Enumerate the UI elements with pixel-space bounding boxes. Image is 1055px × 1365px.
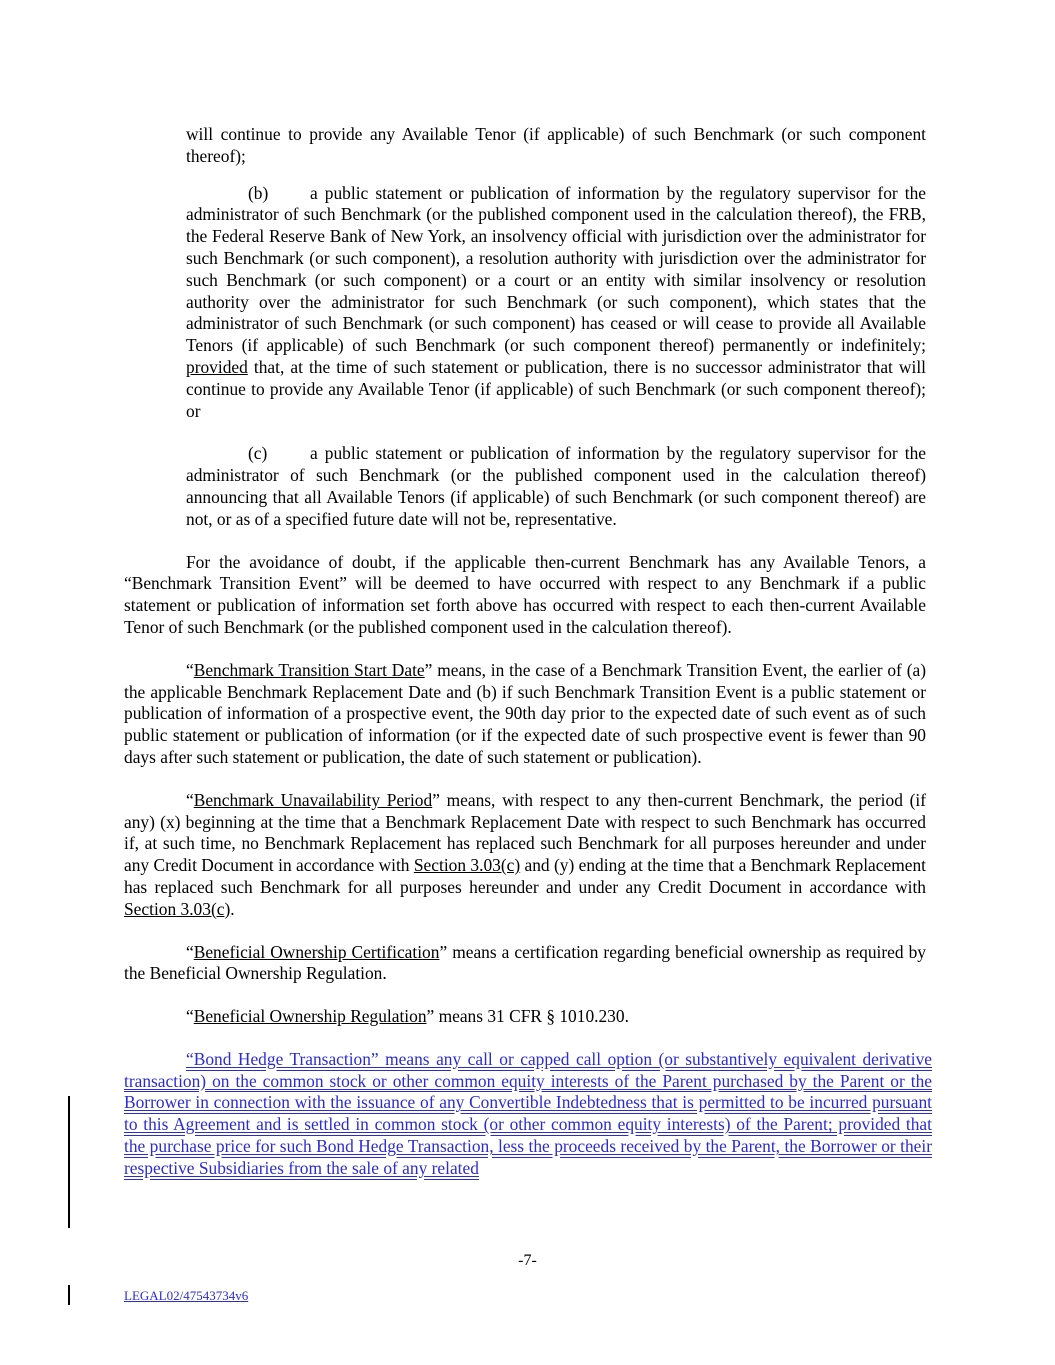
- definition-transition-start-date: [124, 660, 926, 769]
- defined-term: Beneficial Ownership Regulation: [193, 1006, 427, 1027]
- clause-c-text: a public statement or publication of information by the regulatory supervisor for the administrator of such Benchmark (or the published component used in the calculation thereof) announcing that all Available Tenors (if applicable) of such Benchmark (or such component thereof) are not, or as of a specified future date will not be, representative.: [186, 443, 926, 529]
- definition-text: ” means, in the case of a Benchmark Transition Event, the earlier of (a) the applicable Benchmark Replacement Date and (b) if such Benchmark Transition Event is a public statement or publication of information of a prospective event, the 90th day prior to the expected date of such event as of such public statement or publication of information (or if the expected date of such prospective event is fewer than 90 days after such statement or publication, the date of such statement or publication).: [124, 659, 926, 767]
- change-bar: [68, 1096, 70, 1228]
- definition-bond-hedge-inserted: “Bond Hedge Transaction” means any call or capped call option (or substantively equivalent derivative transaction) on the common stock or other common equity interests of the Parent purchased by the Parent or the Borrower in connection with the issuance of any Convertible Indebtedness that is permitted to be incurred pursuant to this Agreement and is settled in common stock (or other common equity interests) of the Parent; provided that the purchase price for such Bond Hedge Transaction, less the proceeds received by the Parent, the Borrower or their respective Subsidiaries from the sale of any related: [124, 1048, 932, 1178]
- definition-bo-certification: [124, 942, 926, 986]
- provided-term: provided: [186, 356, 248, 377]
- defined-term: Benchmark Unavailability Period: [193, 789, 433, 810]
- change-bar-footer: [68, 1285, 70, 1305]
- definition-unavailability-period: [124, 790, 926, 921]
- open-quote: “: [186, 1006, 194, 1027]
- continuation-text: will continue to provide any Available Tenor (if applicable) of such Benchmark (or such component thereof);: [186, 124, 926, 166]
- definition-text: ” means a certification regarding beneficial ownership as required by the Beneficial Ownership Regulation.: [124, 941, 927, 984]
- document-page: [124, 124, 932, 1180]
- clause-b-label: (b): [248, 182, 269, 203]
- definition-text: ” means 31 CFR § 1010.230.: [426, 1006, 629, 1027]
- clause-c: [186, 443, 926, 530]
- open-quote: “: [186, 941, 194, 962]
- open-quote: “: [186, 659, 194, 680]
- definition-end: .: [230, 898, 235, 919]
- open-quote: “: [186, 789, 194, 810]
- defined-term: Benchmark Transition Start Date: [193, 659, 425, 680]
- section-reference: Section 3.03(c): [413, 855, 521, 876]
- defined-term: Beneficial Ownership Certification: [193, 941, 440, 962]
- avoidance-paragraph: For the avoidance of doubt, if the applicable then-current Benchmark has any Available Tenors, a “Benchmark Transition Event” will be deemed to have occurred with respect to any Benchmark if a public statement or publication of information set forth above has occurred with respect to each then-current Available Tenor of such Benchmark (or the published component used in the calculation thereof).: [124, 551, 926, 637]
- definition-text-2: and (y) ending at the time that a Benchmark Replacement has replaced such Benchmark for all purposes hereunder and under any Credit Document in accordance with: [124, 855, 926, 897]
- definition-text-1: ” means, with respect to any then-current Benchmark, the period (if any) (x) beginning at the time that a Benchmark Replacement Date with respect to such Benchmark has occurred if, at such time, no Benchmark Replacement has replaced such Benchmark for all purposes hereunder and under any Credit Document in accordance with: [124, 789, 927, 876]
- clause-b: [186, 183, 926, 423]
- clause-b-text-2: that, at the time of such statement or publication, there is no successor administrator that will continue to provide any Available Tenor (if applicable) of such Benchmark (or such component thereof); or: [186, 356, 926, 421]
- document-id: LEGAL02/47543734v6: [124, 1288, 249, 1303]
- section-reference: Section 3.03(c): [124, 898, 231, 919]
- clause-c-label: (c): [248, 443, 268, 464]
- definition-bo-regulation: [124, 1006, 926, 1028]
- clause-b-text-1: a public statement or publication of information by the regulatory supervisor for the administrator of such Benchmark (or the published component used in the calculation thereof), the FRB, the Federal Reserve Bank of New York, an insolvency official with jurisdiction over the administrator for such Benchmark (or such component), a resolution authority with jurisdiction over the administrator for such Benchmark (or such component) or a court or an entity with similar insolvency or resolution authority over the administrator for such Benchmark (or such component), which states that the administrator of such Benchmark (or such component) has ceased or will cease to provide all Available Tenors (if applicable) of such Benchmark (or such component thereof) permanently or indefinitely;: [186, 182, 926, 356]
- page-number: -7-: [518, 1252, 537, 1269]
